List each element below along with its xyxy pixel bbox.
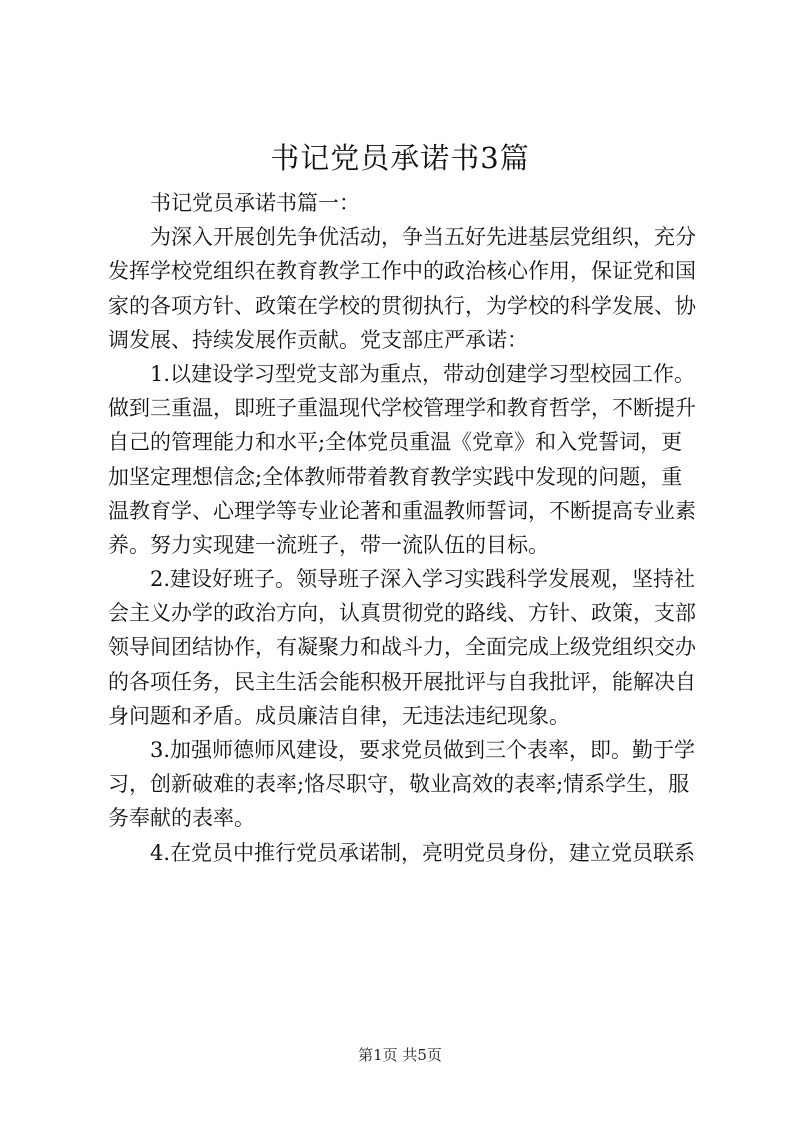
text-line: 自己的管理能力和水平;全体党员重温《党章》和入党誓词，更	[108, 430, 683, 455]
text-line: 发挥学校党组织在教育教学工作中的政治核心作用，保证党和国	[108, 259, 696, 284]
text-line: 身问题和矛盾。成员廉洁自律，无违法违纪现象。	[108, 703, 570, 728]
text-line: 温教育学、心理学等专业论著和重温教师誓词，不断提高专业素	[108, 498, 696, 523]
text-line: 3.加强师德师风建设，要求党员做到三个表率，即。勤于学	[150, 738, 696, 762]
text-line: 务奉献的表率。	[108, 806, 255, 831]
text-line: 4.在党员中推行党员承诺制，亮明党员身份，建立党员联系	[150, 840, 696, 865]
text-line: 家的各项方针、政策在学校的贯彻执行，为学校的科学发展、协	[108, 293, 696, 318]
paragraph-intro	[108, 220, 708, 357]
paragraph-item-4	[108, 836, 708, 870]
page-footer: 第1页 共5页	[358, 1046, 442, 1064]
text-line: 为深入开展创先争优活动，争当五好先进基层党组织，充分	[150, 225, 696, 250]
paragraph-item-3	[108, 733, 708, 836]
text-line: 养。努力实现建一流班子，带一流队伍的目标。	[108, 532, 549, 557]
text-line: 1.以建设学习型党支部为重点，带动创建学习型校园工作。	[150, 361, 696, 386]
text-line: 领导间团结协作，有凝聚力和战斗力，全面完成上级党组织交办	[108, 635, 696, 660]
text-line: 的各项任务，民主生活会能积极开展批评与自我批评，能解决自	[108, 669, 696, 694]
paragraph-item-1	[108, 357, 708, 562]
paragraph-item-2	[108, 562, 708, 733]
paragraph-section-heading	[108, 186, 708, 220]
text-line: 书记党员承诺书篇一：	[150, 191, 360, 215]
text-line: 2.建设好班子。领导班子深入学习实践科学发展观，坚持社	[150, 567, 696, 592]
text-line: 加坚定理想信念;全体教师带着教育教学实践中发现的问题，重	[108, 464, 683, 489]
text-line: 做到三重温，即班子重温现代学校管理学和教育哲学，不断提升	[108, 396, 696, 421]
text-line: 习，创新破难的表率;恪尽职守，敬业高效的表率;情系学生，服	[108, 772, 690, 797]
text-line: 会主义办学的政治方向，认真贯彻党的路线、方针、政策，支部	[108, 601, 696, 626]
text-line: 调发展、持续发展作贡献。党支部庄严承诺：	[108, 327, 528, 352]
document-body	[108, 186, 708, 870]
document-title: 书记党员承诺书3篇	[270, 141, 530, 175]
